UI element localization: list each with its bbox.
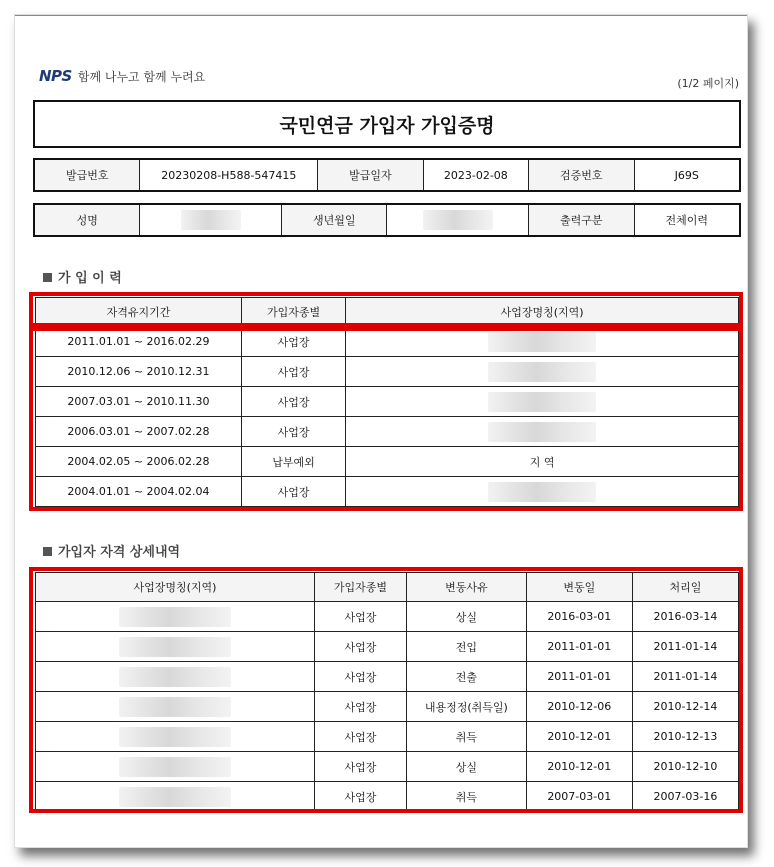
type-cell: 사업장 bbox=[241, 357, 345, 387]
change-date-cell: 2010-12-01 bbox=[526, 752, 632, 782]
reason-cell: 취득 bbox=[407, 722, 527, 752]
type-cell: 사업장 bbox=[314, 782, 406, 812]
page-indicator: (1/2 페이지) bbox=[677, 77, 739, 90]
section-history-label: 가 입 이 력 bbox=[58, 271, 122, 286]
birth-value bbox=[387, 204, 529, 236]
highlight-frame-history bbox=[29, 327, 743, 511]
change-date-cell: 2010-12-01 bbox=[526, 722, 632, 752]
period-cell: 2010.12.06 ~ 2010.12.31 bbox=[36, 357, 242, 387]
top-rule bbox=[15, 15, 747, 16]
bullet-square-icon bbox=[43, 273, 52, 282]
change-date-cell: 2010-12-06 bbox=[526, 692, 632, 722]
reason-cell: 전입 bbox=[407, 632, 527, 662]
document-page bbox=[14, 14, 748, 848]
type-cell: 납부예외 bbox=[241, 447, 345, 477]
issue-info-table bbox=[33, 158, 741, 192]
document-title: 국민연금 가입자 가입증명 bbox=[33, 100, 741, 148]
col-reason: 변동사유 bbox=[407, 573, 527, 602]
type-cell: 사업장 bbox=[241, 387, 345, 417]
issue-no-label: 발급번호 bbox=[34, 159, 140, 191]
process-date-cell: 2007-03-16 bbox=[632, 782, 738, 812]
col-change-date: 변동일 bbox=[526, 573, 632, 602]
process-date-cell: 2016-03-14 bbox=[632, 602, 738, 632]
type-cell: 사업장 bbox=[314, 722, 406, 752]
change-date-cell: 2011-01-01 bbox=[526, 632, 632, 662]
reason-cell: 상실 bbox=[407, 602, 527, 632]
output-value: 전체이력 bbox=[634, 204, 740, 236]
verify-value: J69S bbox=[634, 159, 740, 191]
col-workplace: 사업장명칭(지역) bbox=[346, 298, 739, 327]
verify-label: 검증번호 bbox=[529, 159, 634, 191]
slogan: 함께 나누고 함께 누려요 bbox=[77, 69, 206, 84]
issue-date-label: 발급일자 bbox=[318, 159, 423, 191]
type-cell: 사업장 bbox=[241, 327, 345, 357]
type-cell: 사업장 bbox=[314, 662, 406, 692]
col-type: 가입자종별 bbox=[241, 298, 345, 327]
process-date-cell: 2010-12-14 bbox=[632, 692, 738, 722]
nps-logo bbox=[39, 67, 205, 85]
section-detail-title bbox=[43, 541, 180, 560]
period-cell: 2011.01.01 ~ 2016.02.29 bbox=[36, 327, 242, 357]
person-info-table bbox=[33, 203, 741, 237]
section-history-title bbox=[43, 267, 122, 286]
process-date-cell: 2010-12-13 bbox=[632, 722, 738, 752]
highlight-frame-detail bbox=[29, 567, 743, 813]
redacted-birth bbox=[423, 210, 493, 230]
process-date-cell: 2010-12-10 bbox=[632, 752, 738, 782]
change-date-cell: 2016-03-01 bbox=[526, 602, 632, 632]
name-label: 성명 bbox=[34, 204, 140, 236]
bullet-square-icon bbox=[43, 547, 52, 556]
period-cell: 2004.02.05 ~ 2006.02.28 bbox=[36, 447, 242, 477]
issue-date-value: 2023-02-08 bbox=[423, 159, 528, 191]
col-process-date: 처리일 bbox=[632, 573, 738, 602]
reason-cell: 상실 bbox=[407, 752, 527, 782]
output-label: 출력구분 bbox=[529, 204, 634, 236]
name-value bbox=[140, 204, 282, 236]
highlight-frame-header bbox=[29, 292, 743, 327]
type-cell: 사업장 bbox=[314, 692, 406, 722]
change-date-cell: 2011-01-01 bbox=[526, 662, 632, 692]
reason-cell: 전출 bbox=[407, 662, 527, 692]
col-period: 자격유지기간 bbox=[36, 298, 242, 327]
redacted-name bbox=[181, 210, 241, 230]
section-detail-label: 가입자 자격 상세내역 bbox=[58, 545, 181, 560]
reason-cell: 취득 bbox=[407, 782, 527, 812]
issue-no-value: 20230208-H588-547415 bbox=[140, 159, 318, 191]
type-cell: 사업장 bbox=[241, 477, 345, 507]
birth-label: 생년월일 bbox=[282, 204, 387, 236]
period-cell: 2007.03.01 ~ 2010.11.30 bbox=[36, 387, 242, 417]
reason-cell: 내용정정(취득일) bbox=[407, 692, 527, 722]
change-date-cell: 2007-03-01 bbox=[526, 782, 632, 812]
type-cell: 사업장 bbox=[241, 417, 345, 447]
type-cell: 사업장 bbox=[314, 752, 406, 782]
process-date-cell: 2011-01-14 bbox=[632, 662, 738, 692]
workplace-cell: 지 역 bbox=[346, 447, 739, 477]
col-type: 가입자종별 bbox=[314, 573, 406, 602]
period-cell: 2006.03.01 ~ 2007.02.28 bbox=[36, 417, 242, 447]
type-cell: 사업장 bbox=[314, 602, 406, 632]
process-date-cell: 2011-01-14 bbox=[632, 632, 738, 662]
col-workplace: 사업장명칭(지역) bbox=[36, 573, 315, 602]
logo-mark: NPS bbox=[39, 67, 72, 85]
type-cell: 사업장 bbox=[314, 632, 406, 662]
period-cell: 2004.01.01 ~ 2004.02.04 bbox=[36, 477, 242, 507]
